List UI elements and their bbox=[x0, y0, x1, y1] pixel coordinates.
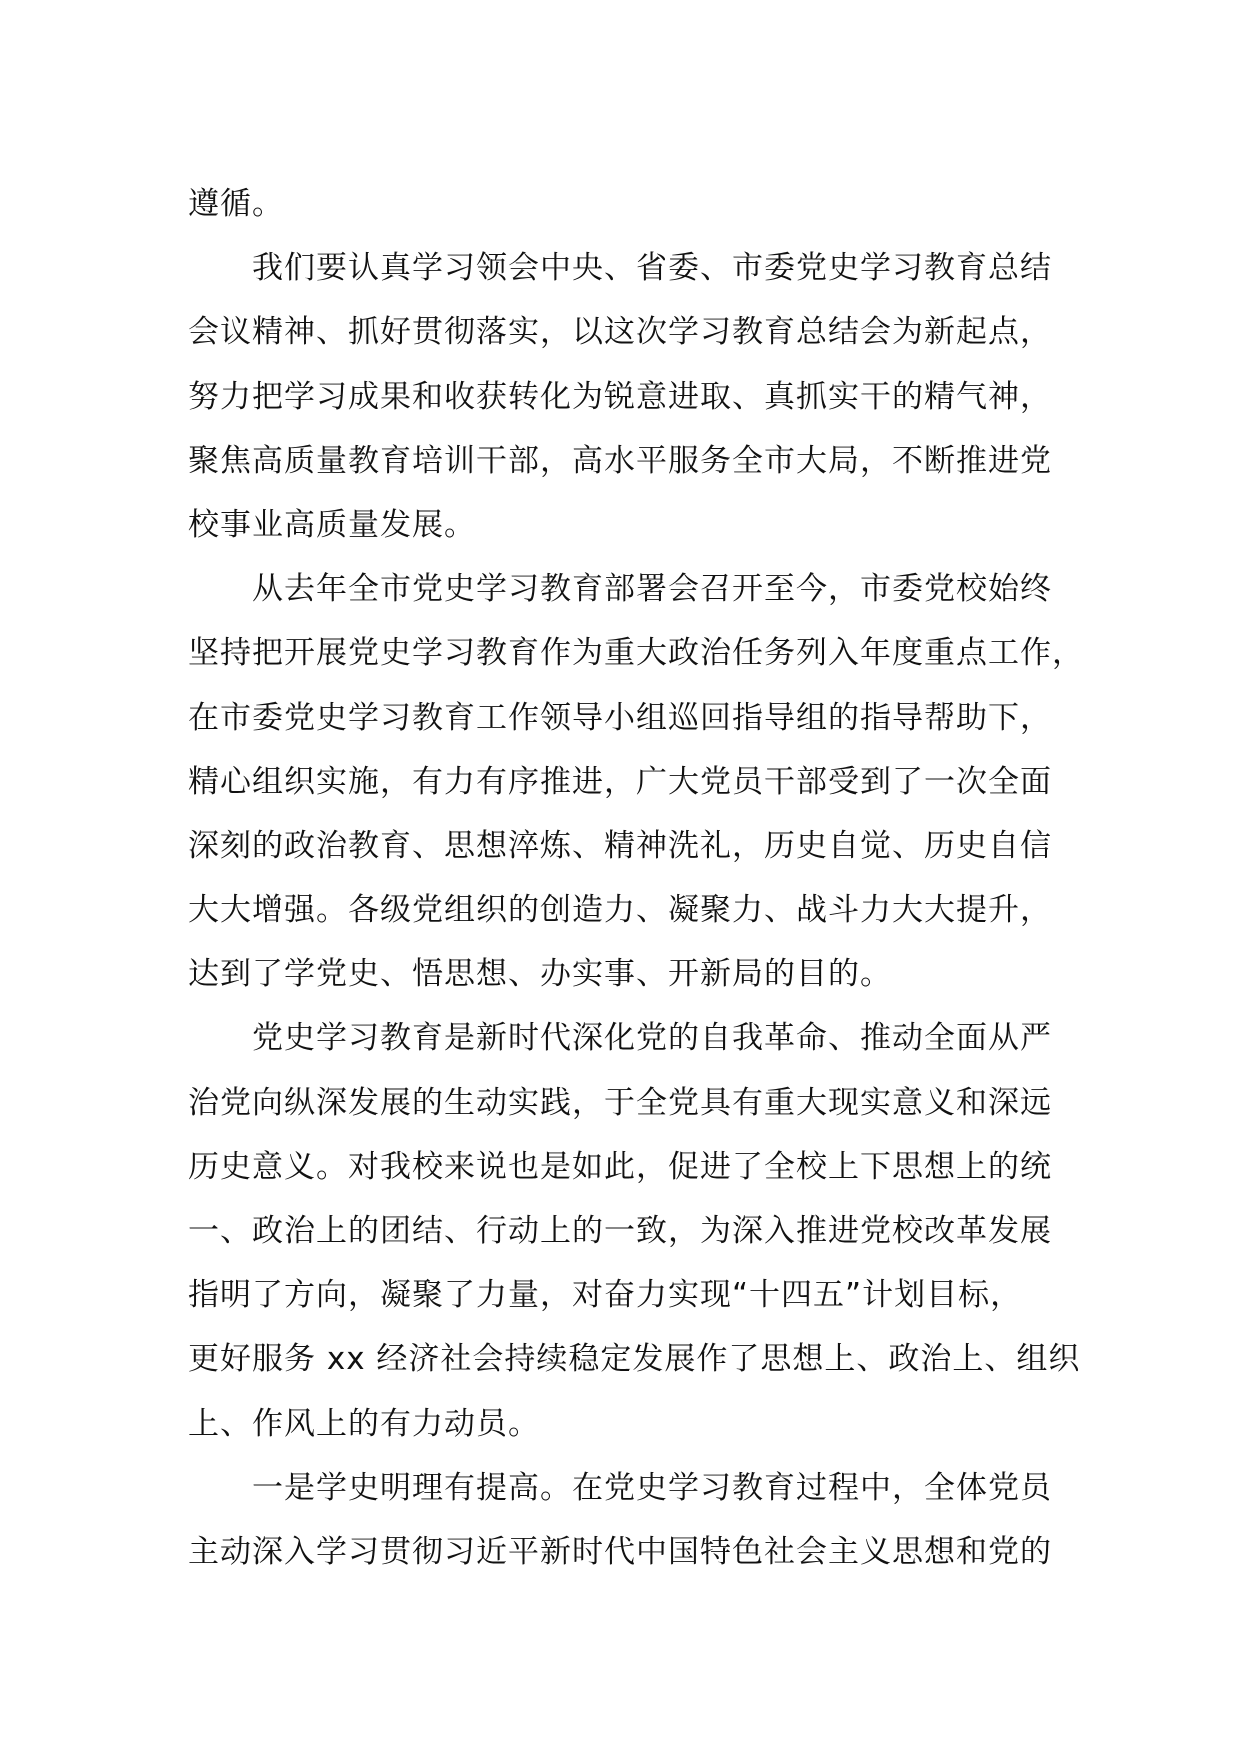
text-line: 指明了方向，凝聚了力量，对奋力实现“十四五”计划目标， bbox=[188, 1277, 1023, 1314]
text-line: 在市委党史学习教育工作领导小组巡回指导组的指导帮助下， bbox=[188, 699, 1052, 736]
text-line: 深刻的政治教育、思想淬炼、精神洗礼，历史自觉、历史自信 bbox=[188, 827, 1052, 864]
paragraph-first-line: 一是学史明理有提高。在党史学习教育过程中，全体党员 bbox=[252, 1469, 1052, 1506]
text-line: 精心组织实施，有力有序推进，广大党员干部受到了一次全面 bbox=[188, 763, 1052, 800]
text-line: 大大增强。各级党组织的创造力、凝聚力、战斗力大大提升， bbox=[188, 892, 1052, 929]
text-line: 努力把学习成果和收获转化为锐意进取、真抓实干的精气神， bbox=[188, 378, 1052, 415]
text-line: 校事业高质量发展。 bbox=[188, 506, 476, 543]
text-line: 上、作风上的有力动员。 bbox=[188, 1405, 540, 1442]
document-body bbox=[188, 172, 1088, 1584]
text-line: 治党向纵深发展的生动实践，于全党具有重大现实意义和深远 bbox=[188, 1084, 1052, 1121]
text-line: 会议精神、抓好贯彻落实，以这次学习教育总结会为新起点， bbox=[188, 314, 1052, 351]
text-line: 历史意义。对我校来说也是如此，促进了全校上下思想上的统 bbox=[188, 1148, 1052, 1185]
text-line: 聚焦高质量教育培训干部，高水平服务全市大局，不断推进党 bbox=[188, 442, 1052, 479]
text-line: 遵循。 bbox=[188, 186, 284, 222]
text-line: 主动深入学习贯彻习近平新时代中国特色社会主义思想和党的 bbox=[188, 1533, 1052, 1570]
paragraph-first-line: 从去年全市党史学习教育部署会召开至今，市委党校始终 bbox=[252, 571, 1052, 608]
text-line: 一、政治上的团结、行动上的一致，为深入推进党校改革发展 bbox=[188, 1213, 1052, 1249]
text-line: 更好服务 xx 经济社会持续稳定发展作了思想上、政治上、组织 bbox=[188, 1341, 1081, 1378]
text-line: 达到了学党史、悟思想、办实事、开新局的目的。 bbox=[188, 956, 892, 993]
paragraph-first-line: 党史学习教育是新时代深化党的自我革命、推动全面从严 bbox=[252, 1020, 1052, 1057]
text-line: 坚持把开展党史学习教育作为重大政治任务列入年度重点工作， bbox=[188, 635, 1084, 672]
paragraph-first-line: 我们要认真学习领会中央、省委、市委党史学习教育总结 bbox=[252, 250, 1052, 287]
